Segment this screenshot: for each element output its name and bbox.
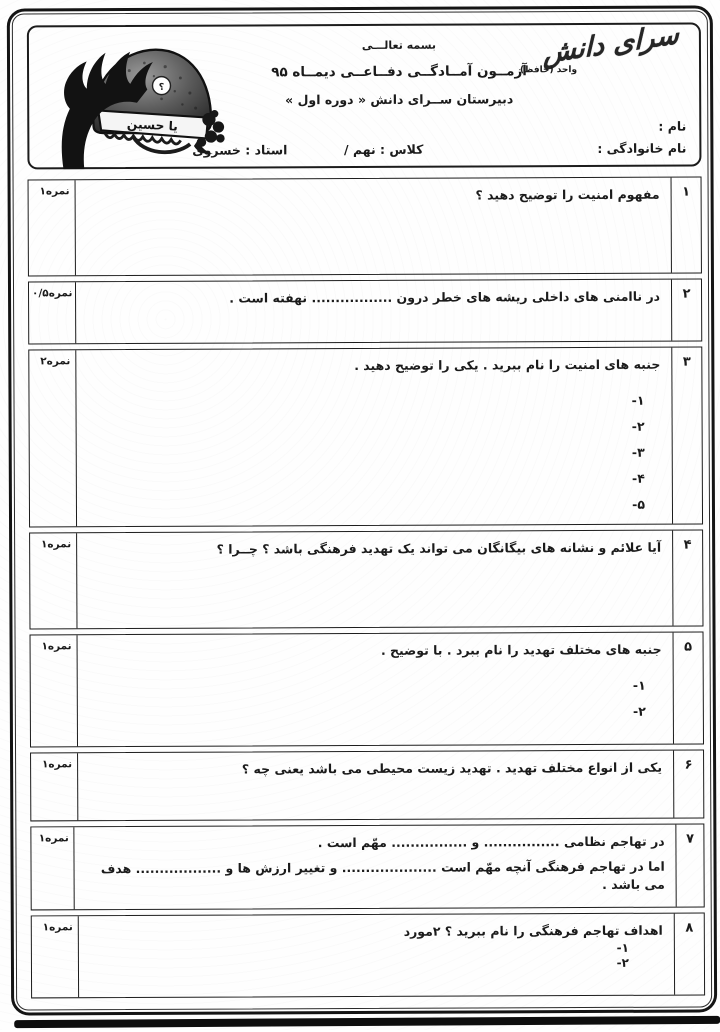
question-text: مفهوم امنیت را توضیح دهید ؟ [475,186,660,203]
question-content [78,751,673,821]
name-field-label: نام : [658,118,687,134]
question-content [75,825,676,910]
question-text: آیا علائم و نشانه های بیگانگان می تواند یک تهدید فرهنگی باشد ؟ چــرا ؟ [216,539,662,557]
class-field-label: کلاس : نهم / [343,141,424,158]
question-number: ۴ [672,531,702,626]
question-row-1 [28,177,702,277]
question-content [79,914,674,998]
question-row-6 [30,750,704,822]
score-box [31,635,78,746]
question-content [77,531,672,629]
teacher-field-label: استاد : خسروی [192,142,288,158]
score-label: ۱نمره [42,921,73,934]
answer-blank-item: ۱- [616,940,629,956]
answer-blank-item: ۱- [631,392,645,408]
question-row-2 [28,279,702,345]
exam-title: آزمــون آمــادگــی دفــاعــی دیمــاه ۹۵ [271,63,527,81]
question-number: ۳ [671,348,702,524]
answer-blank-list [87,941,663,974]
answer-blank-item: ۱- [632,677,646,693]
question-content [78,633,673,747]
helmet-badge-mark: ؟ [158,81,165,93]
question-text-line1: در تهاجم نظامی ................ و ................ مهّم است . [317,833,665,851]
question-row-5 [30,632,704,748]
score-box [31,827,75,909]
score-label: ۲نمره [40,355,71,368]
question-text: یکی از انواع مختلف تهدید . تهدید زیست محیطی می باشد یعنی چه ؟ [241,759,663,777]
score-label: ۱نمره [41,640,72,653]
score-box [29,350,77,526]
question-number: ۱ [671,178,701,273]
score-box [29,282,76,343]
question-number: ۲ [671,280,701,341]
question-table [28,177,706,1004]
school-logo-text: سرای دانش [543,18,679,70]
question-number: ۷ [676,825,704,907]
family-name-field-label: نام خانوادگی : [597,140,687,156]
answer-blank-list [86,673,662,728]
answer-blank-item: ۲- [631,418,645,434]
question-text-line2: اما در تهاجم فرهنگی آنچه مهّم است .................... و تغییر ارزش ها و .................. هدف می باشد . [100,858,665,893]
question-number: ۵ [673,633,703,744]
scan-edge-artifact [14,1016,720,1028]
question-row-8 [31,912,705,998]
bismillah-line: بسمه تعالـــی [361,38,437,52]
score-label: ۱نمره [41,758,73,771]
score-label: ۰/۵نمره [32,287,73,300]
answer-blank-list [84,388,661,521]
question-text: جنبه های مختلف تهدید را نام ببرد . با توضیح . [380,641,662,658]
score-box [29,180,76,275]
question-number: ۸ [674,914,704,995]
score-label: ۱نمره [40,538,72,551]
score-box [32,916,79,997]
question-row-3 [28,347,703,528]
question-text: جنبه های امنیت را نام ببرید . یکی را توضیح دهید . [354,356,661,374]
score-label: ۱نمره [38,832,69,845]
answer-blank-item: ۳- [631,444,645,460]
question-content [76,178,671,276]
answer-blank-item: ۵- [632,496,645,512]
school-name-line: دبیرستان ســرای دانش « دوره اول » [285,91,514,108]
score-box [30,533,77,628]
school-unit-label: واحد (حافظ) [519,65,578,76]
header-titles [254,38,544,107]
question-row-4 [29,530,703,630]
exam-header [27,18,702,170]
answer-blank-item: ۲- [616,955,629,971]
question-row-7 [30,824,704,911]
score-label: ۱نمره [39,185,70,198]
score-box [31,753,78,820]
question-text: در ناامنی های داخلی ریشه های خطر درون ................. نهفته است . [229,288,661,306]
answer-blank-item: ۲- [632,703,646,719]
helmet-band-text: یا حسین [126,116,179,134]
question-content [76,280,671,344]
school-logo [531,18,691,100]
question-number: ۶ [673,751,703,818]
question-content [76,348,672,527]
question-text: اهداف تهاجم فرهنگی را نام ببرید ؟ ۲مورد [403,922,663,939]
answer-blank-item: ۴- [631,470,645,486]
